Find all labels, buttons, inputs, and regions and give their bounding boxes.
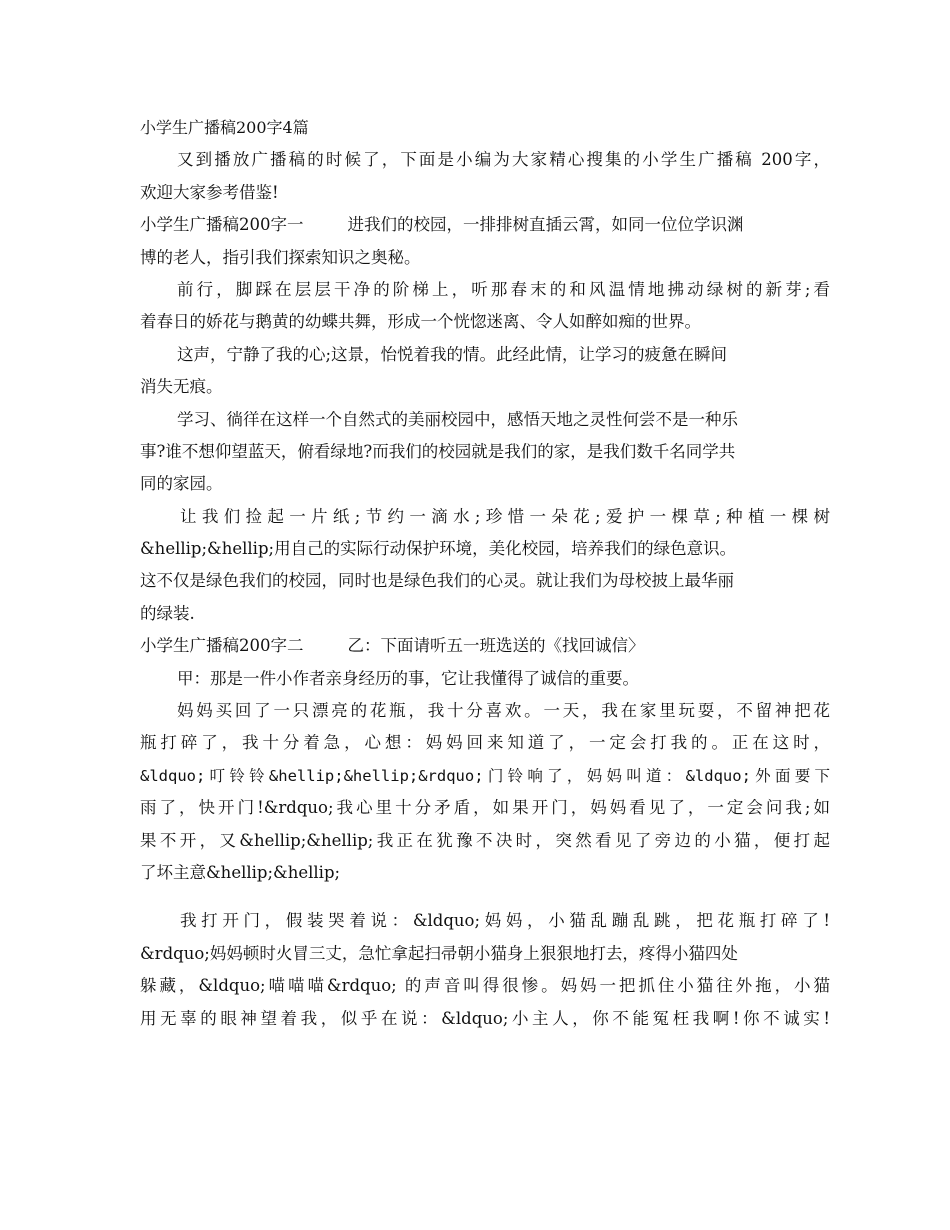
paragraph-line: &ldquo;叮铃铃&hellip;&hellip;&rdquo;门铃响了，妈妈叫道：&ldquo;外面要下: [140, 766, 830, 785]
paragraph-line: 学习、徜徉在这样一个自然式的美丽校园中，感悟天地之灵性何尝不是一种乐: [177, 409, 738, 429]
paragraph-text: 进我们的校园，一排排树直插云霄，如同一位位学识渊: [347, 215, 744, 235]
section-heading-line: [140, 209, 830, 241]
document-title: 小学生广播稿200字4篇: [140, 118, 309, 137]
paragraph-line: &rdquo;妈妈顿时火冒三丈，急忙拿起扫帚朝小猫身上狠狠地打去，疼得小猫四处: [140, 943, 738, 963]
paragraph-line: 的绿装.: [140, 603, 195, 623]
paragraph-line: 着春日的娇花与鹅黄的幼蝶共舞，形成一个恍惚迷离、令人如醉如痴的世界。: [140, 312, 701, 332]
paragraph-line: 前行，脚踩在层层干净的阶梯上，听那春末的和风温情地拂动绿树的新芽;看: [177, 279, 830, 299]
paragraph-text: 乙：下面请听五一班选送的《找回诚信〉: [347, 636, 645, 656]
paragraph-line: 消失无痕。: [140, 377, 223, 397]
paragraph-line: 这不仅是绿色我们的校园，同时也是绿色我们的心灵。就让我们为母校披上最华丽: [140, 571, 734, 591]
paragraph-line: 我打开门，假装哭着说：&ldquo;妈妈，小猫乱蹦乱跳，把花瓶打碎了!: [180, 911, 830, 931]
paragraph-line: 瓶打碎了，我十分着急，心想：妈妈回来知道了，一定会打我的。正在这时，: [140, 733, 830, 753]
paragraph-line: 妈妈买回了一只漂亮的花瓶，我十分喜欢。一天，我在家里玩耍，不留神把花: [177, 701, 830, 721]
paragraph-line: 这声，宁静了我的心;这景，怡悦着我的情。此经此情，让学习的疲惫在瞬间: [177, 344, 728, 364]
paragraph-line: 欢迎大家参考借鉴!: [140, 182, 279, 202]
paragraph-line: 甲：那是一件小作者亲身经历的事，它让我懂得了诚信的重要。: [177, 668, 639, 688]
document-body: [140, 112, 830, 1035]
paragraph-line: 了坏主意&hellip;&hellip;: [140, 862, 341, 882]
paragraph-line: 又到播放广播稿的时候了，下面是小编为大家精心搜集的小学生广播稿 200字，: [177, 150, 830, 170]
paragraph-line: 让我们捡起一片纸;节约一滴水;珍惜一朵花;爱护一棵草;种植一棵树: [180, 506, 830, 526]
paragraph-line: 同的家园。: [140, 474, 223, 494]
paragraph-line: 果不开，又&hellip;&hellip;我正在犹豫不决时，突然看见了旁边的小猫，便打起: [140, 830, 830, 850]
paragraph-line: 躲藏，&ldquo;喵喵喵&rdquo; 的声音叫得很惨。妈妈一把抓住小猫往外拖，小猫: [140, 976, 830, 996]
paragraph-line: 雨了，快开门!&rdquo;我心里十分矛盾，如果开门，妈妈看见了，一定会问我;如: [140, 798, 830, 818]
paragraph-line: 博的老人，指引我们探索知识之奥秘。: [140, 247, 421, 267]
spacer-line: [140, 889, 830, 905]
paragraph-line: 用无辜的眼神望着我，似乎在说：&ldquo;小主人，你不能冤枉我啊!你不诚实!: [140, 1008, 830, 1028]
paragraph-line: &hellip;&hellip;用自己的实际行动保护环境，美化校园，培养我们的绿色意识。: [140, 539, 737, 559]
section-heading: 小学生广播稿200字一: [140, 215, 304, 235]
section-heading-line: [140, 630, 830, 662]
paragraph-line: 事?谁不想仰望蓝天，俯看绿地?而我们的校园就是我们的家，是我们数千名同学共: [140, 441, 736, 461]
section-heading: 小学生广播稿200字二: [140, 636, 304, 656]
